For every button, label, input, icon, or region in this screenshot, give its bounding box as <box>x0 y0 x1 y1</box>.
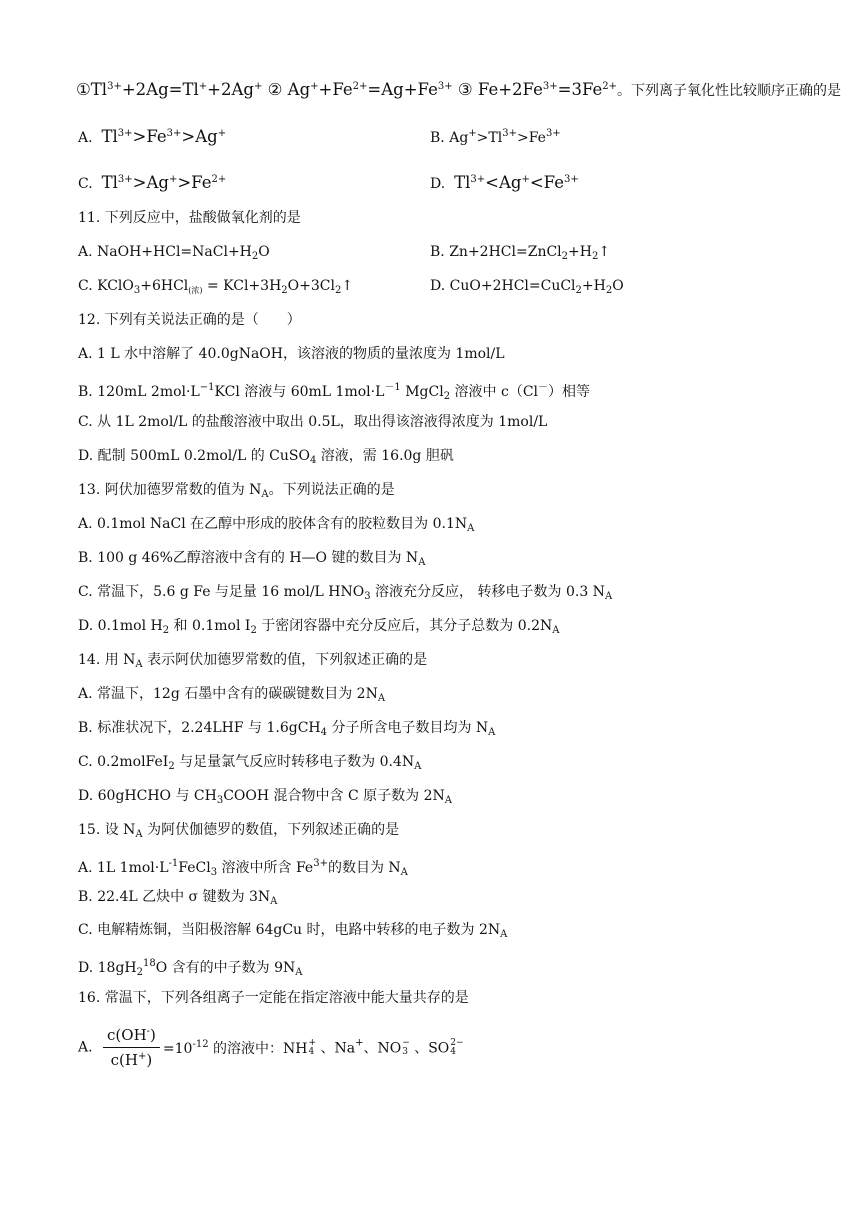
q12-option-c[interactable]: C. 从 1L 2mol/L 的盐酸溶液中取出 0.5L，取出得该溶液得浓度为 1mol/L <box>78 414 548 430</box>
q11-option-d[interactable]: D. $CuO+2HCl=CuCl_2+H_2O$ <box>430 278 624 296</box>
q15-stem: 15. 设 $N_A$ 为阿伏伽德罗的数值，下列叙述正确的是 <box>78 822 400 840</box>
q11-option-b[interactable]: B. $Zn+2HCl=ZnCl_2+H_2↑$ <box>430 244 611 262</box>
q15-option-b[interactable]: B. 22.4L 乙炔中 σ 键数为 $3N_A$ <box>78 889 278 907</box>
q10-equations: $①Tl^{3+}+2Ag=Tl^++2Ag^+$ ② $Ag^++Fe^{2+}=Ag+Fe^{3+}$ ③ $Fe+2Fe^{3+}=3Fe^{2+}$。下列离子氧化性比较顺序正确的是 <box>76 80 842 99</box>
q13-stem: 13. 阿伏加德罗常数的值为 $N_A$。下列说法正确的是 <box>78 482 395 500</box>
q12-stem: 12. 下列有关说法正确的是（ ） <box>78 312 301 328</box>
q15-option-a[interactable]: A. 1L $1mol\cdot L^{-1}FeCl_3$ 溶液中所含 $Fe^{3+}$的数目为 $N_A$ <box>78 858 408 878</box>
q13-option-c[interactable]: C. 常温下，5.6 g Fe 与足量 16 mol/L $HNO_3$ 溶液充分反应， 转移电子数为 0.3 $N_A$ <box>78 584 613 602</box>
q10-option-c[interactable]: C. $Tl^{3+}>Ag^+>Fe^{2+}$ <box>78 173 227 192</box>
q10-option-b[interactable]: B. $Ag^+>Tl^{3+}>Fe^{3+}$ <box>430 128 561 146</box>
q13-option-d[interactable]: D. 0.1mol $H_2$ 和 0.1mol $I_2$ 于密闭容器中充分反应后，其分子总数为 $0.2N_A$ <box>78 618 560 636</box>
q15-option-d[interactable]: D. $18gH_2^{18}O$ 含有的中子数为 $9N_A$ <box>78 958 303 978</box>
q12-option-b[interactable]: B. 120mL $2mol\cdot L^{-1}KCl$ 溶液与 60mL $1mol\cdot L^{-1}$ MgCl$_2$ 溶液中 c（Cl－）相等 <box>78 382 591 402</box>
q16-option-a[interactable]: A. $\frac{c(OH^-)}{c(H^+)}$ $=10^{-12}$ 的溶液中：NH + 4 、Na+、NO − 3 、SO 2− 4 <box>78 1026 464 1069</box>
q14-option-c[interactable]: C. 0.2molFeI$_2$ 与足量氯气反应时转移电子数为 $0.4N_A$ <box>78 754 422 772</box>
q13-option-b[interactable]: B. 100 g 46%乙醇溶液中含有的 H—O 键的数目为 $N_A$ <box>78 550 426 568</box>
q10-option-d[interactable]: D. $Tl^{3+}<Ag^+<Fe^{3+}$ <box>430 173 579 192</box>
q14-stem: 14. 用 $N_A$ 表示阿伏加德罗常数的值，下列叙述正确的是 <box>78 652 428 670</box>
circled-3: ③ <box>457 80 473 99</box>
circled-2: ② <box>267 80 283 99</box>
q11-option-a[interactable]: A. $NaOH+HCl=NaCl+H_2O$ <box>78 244 270 262</box>
q11-option-c[interactable]: C. KClO$_3$+6HCl$_{(浓)}$ = $KCl+3H_2O+3Cl_2↑$ <box>78 278 354 296</box>
q14-option-a[interactable]: A. 常温下，12g 石墨中含有的碳碳键数目为 $2N_A$ <box>78 686 386 704</box>
ratio-fraction: $\frac{c(OH^-)}{c(H^+)}$ <box>103 1026 160 1069</box>
q16-stem: 16. 常温下，下列各组离子一定能在指定溶液中能大量共存的是 <box>78 990 469 1006</box>
q15-option-c[interactable]: C. 电解精炼铜，当阳极溶解 64gCu 时，电路中转移的电子数为 $2N_A$ <box>78 922 508 940</box>
q12-option-a[interactable]: A. 1 L 水中溶解了 40.0gNaOH，该溶液的物质的量浓度为 1mol/L <box>78 346 505 362</box>
q13-option-a[interactable]: A. 0.1mol NaCl 在乙醇中形成的胶体含有的胶粒数目为 $0.1N_A$ <box>78 516 475 534</box>
circled-1: ① <box>76 80 91 99</box>
q11-stem: 11. 下列反应中，盐酸做氧化剂的是 <box>78 210 301 226</box>
q14-option-b[interactable]: B. 标准状况下，2.24LHF 与 1.6gCH$_4$ 分子所含电子数目均为 $N_A$ <box>78 720 496 738</box>
q10-option-a[interactable]: A. $Tl^{3+}>Fe^{3+}>Ag^+$ <box>78 127 227 146</box>
q12-option-d[interactable]: D. 配制 500mL 0.2mol/L 的 CuSO$_4$ 溶液，需 16.0g 胆矾 <box>78 448 454 466</box>
q14-option-d[interactable]: D. 60gHCHO 与 $CH_3COOH$ 混合物中含 C 原子数为 $2N_A$ <box>78 788 452 806</box>
